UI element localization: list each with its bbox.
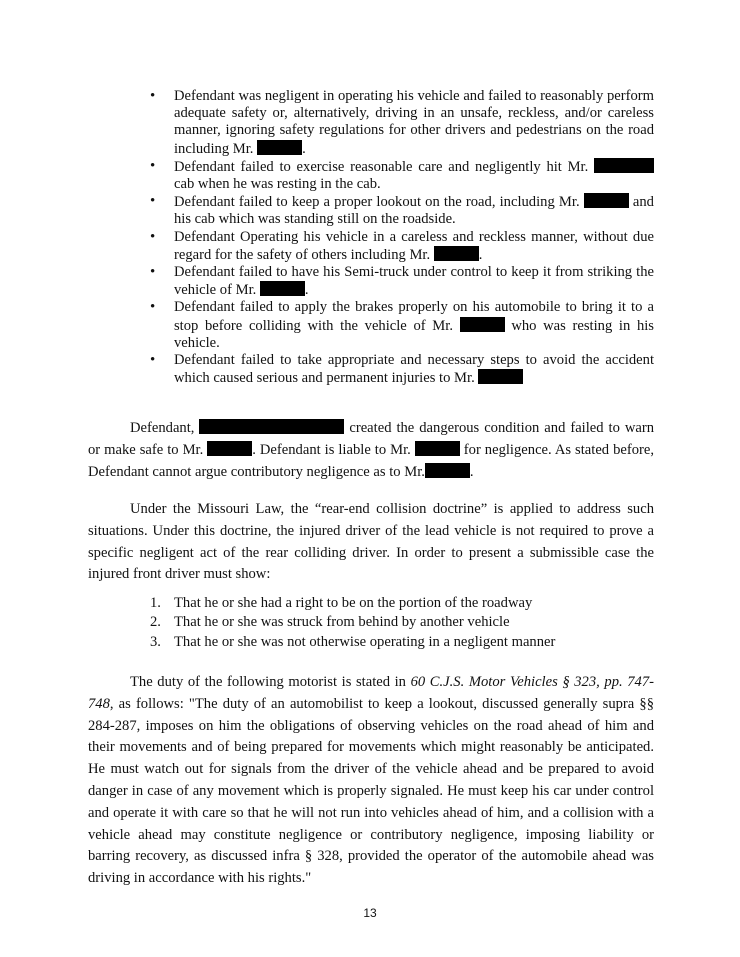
- page-number: 13: [363, 906, 377, 920]
- redaction-box: [207, 441, 252, 456]
- redaction-box: [434, 246, 479, 261]
- citation: 60 C.J.S. Motor Vehicles § 323, pp. 747-748: [88, 674, 654, 712]
- liability-paragraph: Defendant, created the dangerous condition and failed to warn or make safe to Mr. . Defendant is liable to Mr. for negligence. As stated before, Defendant cannot argue contributory negligence as to Mr. .: [88, 420, 655, 480]
- list-item: 2. That he or she was struck from behind by another vehicle: [150, 614, 510, 631]
- list-item: • Defendant Operating his vehicle in a careless and reckless manner, without due regard for the safety of others including Mr. .: [150, 229, 654, 264]
- list-item: 1. That he or she had a right to be on the portion of the roadway: [150, 595, 533, 611]
- list-item: • Defendant failed to have his Semi-truck under control to keep it from striking the vehicle of Mr. .: [150, 264, 654, 299]
- redaction-box: [257, 140, 302, 155]
- list-item: • Defendant was negligent in operating his vehicle and failed to reasonably perform adequate safety or, alternatively, driving in an unsafe, reckless, and/or careless manner, ignoring safety regulations for other drivers and pedestrians on the road including Mr. .: [150, 88, 654, 158]
- allegations-list: [150, 88, 654, 387]
- list-item: • Defendant failed to apply the brakes properly on his automobile to bring it to a stop before colliding with the vehicle of Mr. who was resting in his vehicle.: [150, 299, 654, 352]
- list-item: • Defendant failed to exercise reasonable care and negligently hit Mr. cab when he was resting in the cab.: [150, 158, 654, 193]
- list-item: • Defendant failed to keep a proper lookout on the road, including Mr. and his cab which was standing still on the roadside.: [150, 193, 654, 228]
- list-item: • Defendant failed to take appropriate and necessary steps to avoid the accident which caused serious and permanent injuries to Mr.: [150, 352, 654, 387]
- redaction-box: [199, 419, 344, 434]
- redaction-box: [584, 193, 629, 208]
- redaction-box: [415, 441, 460, 456]
- redaction-box: [478, 369, 523, 384]
- duty-paragraph: The duty of the following motorist is stated in 60 C.J.S. Motor Vehicles § 323, pp. 747-748, as follows: "The duty of an automobilist to keep a lookout, discussed generally supra §§ 284-287, imposes on him the obligations of observing vehicles on the road ahead of him and their movements and of being prepared for movements which might reasonably be anticipated. He must watch out for signals from the driver of the vehicle ahead and be prepared to avoid danger in case of any movement which is properly signaled. He must keep his car under control and operate it with care so that he will not run into vehicles ahead of him, and a collision with a vehicle ahead may constitute negligence or contributory negligence, imposing liability or barring recovery, as discussed infra § 328, provided the operator of the automobile ahead was driving in accordance with his rights.": [88, 674, 654, 887]
- doctrine-paragraph: Under the Missouri Law, the “rear-end collision doctrine” is applied to address such situations. Under this doctrine, the injured driver of the lead vehicle is not required to prove a specific negligent act of the rear colliding driver. In order to present a submissible case the injured front driver must show:: [88, 501, 654, 583]
- list-item: 3. That he or she was not otherwise operating in a negligent manner: [150, 633, 556, 650]
- redaction-box: [594, 158, 654, 173]
- redaction-box: [425, 463, 470, 478]
- redaction-box: [260, 281, 305, 296]
- numbered-list: [150, 594, 630, 652]
- redaction-box: [460, 317, 505, 332]
